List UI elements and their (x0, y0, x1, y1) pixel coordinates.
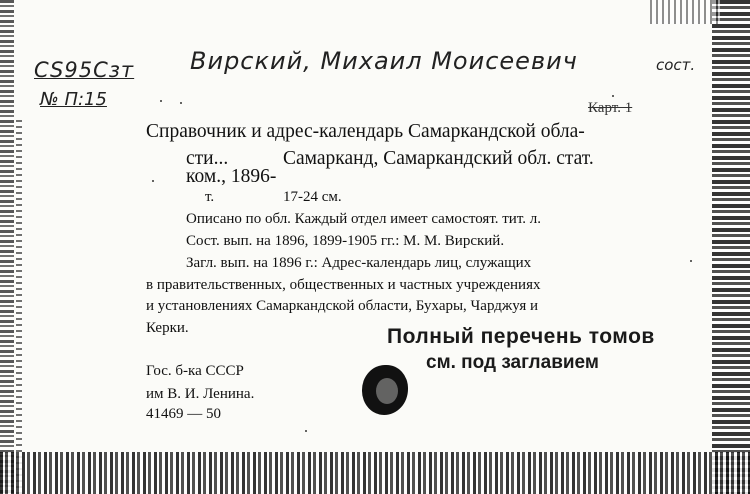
speck (305, 430, 307, 432)
note-line: Сост. вып. на 1896, 1899-1905 гг.: М. М. Вирский. (186, 233, 505, 249)
scan-edge-left (0, 0, 14, 494)
note-line: Загл. вып. на 1896 г.: Адрес-календарь лиц, служащих (186, 255, 532, 271)
note-line: Керки. (146, 320, 189, 336)
stamp-line-2: см. под заглавием (426, 352, 599, 373)
scan-edge-bottom (0, 452, 750, 494)
note-line: и установлениях Самаркандской области, Бухары, Чарджуя и (146, 298, 539, 314)
ink-blot-highlight (376, 378, 398, 404)
title-line-2a: сти... (186, 148, 229, 169)
scan-edge-top (650, 0, 720, 24)
stamp-line-1: Полный перечень томов (387, 325, 655, 348)
accession-number: 41469 — 50 (146, 406, 221, 422)
library-name-2: им В. И. Ленина. (146, 386, 255, 402)
sub-number: № П:15 (40, 89, 107, 110)
size-value: 17-24 см. (283, 189, 342, 205)
speck (160, 100, 162, 102)
speck (690, 260, 692, 262)
volume-label: т. (205, 189, 215, 205)
note-line: в правительственных, общественных и частных учреждениях (146, 277, 541, 293)
scan-edge-right (712, 0, 750, 494)
author-role: сост. (656, 56, 696, 74)
card-number: Карт. 1 (588, 100, 633, 116)
title-line-2b: Самарканд, Самаркандский обл. стат. (283, 148, 594, 169)
scan-edge-left-inner (16, 120, 22, 494)
speck (612, 95, 614, 97)
title-line-3: ком., 1896- (186, 166, 277, 187)
call-number: CS95Сзт (34, 58, 135, 82)
author-name: Вирский, Михаил Моисеевич (190, 47, 578, 75)
library-name: Гос. б-ка СССР (146, 363, 244, 379)
speck (180, 102, 182, 104)
note-line: Описано по обл. Каждый отдел имеет самостоят. тит. л. (186, 211, 541, 227)
speck (152, 180, 154, 182)
title-line-1: Справочник и адрес-календарь Самаркандской обла- (146, 121, 585, 142)
